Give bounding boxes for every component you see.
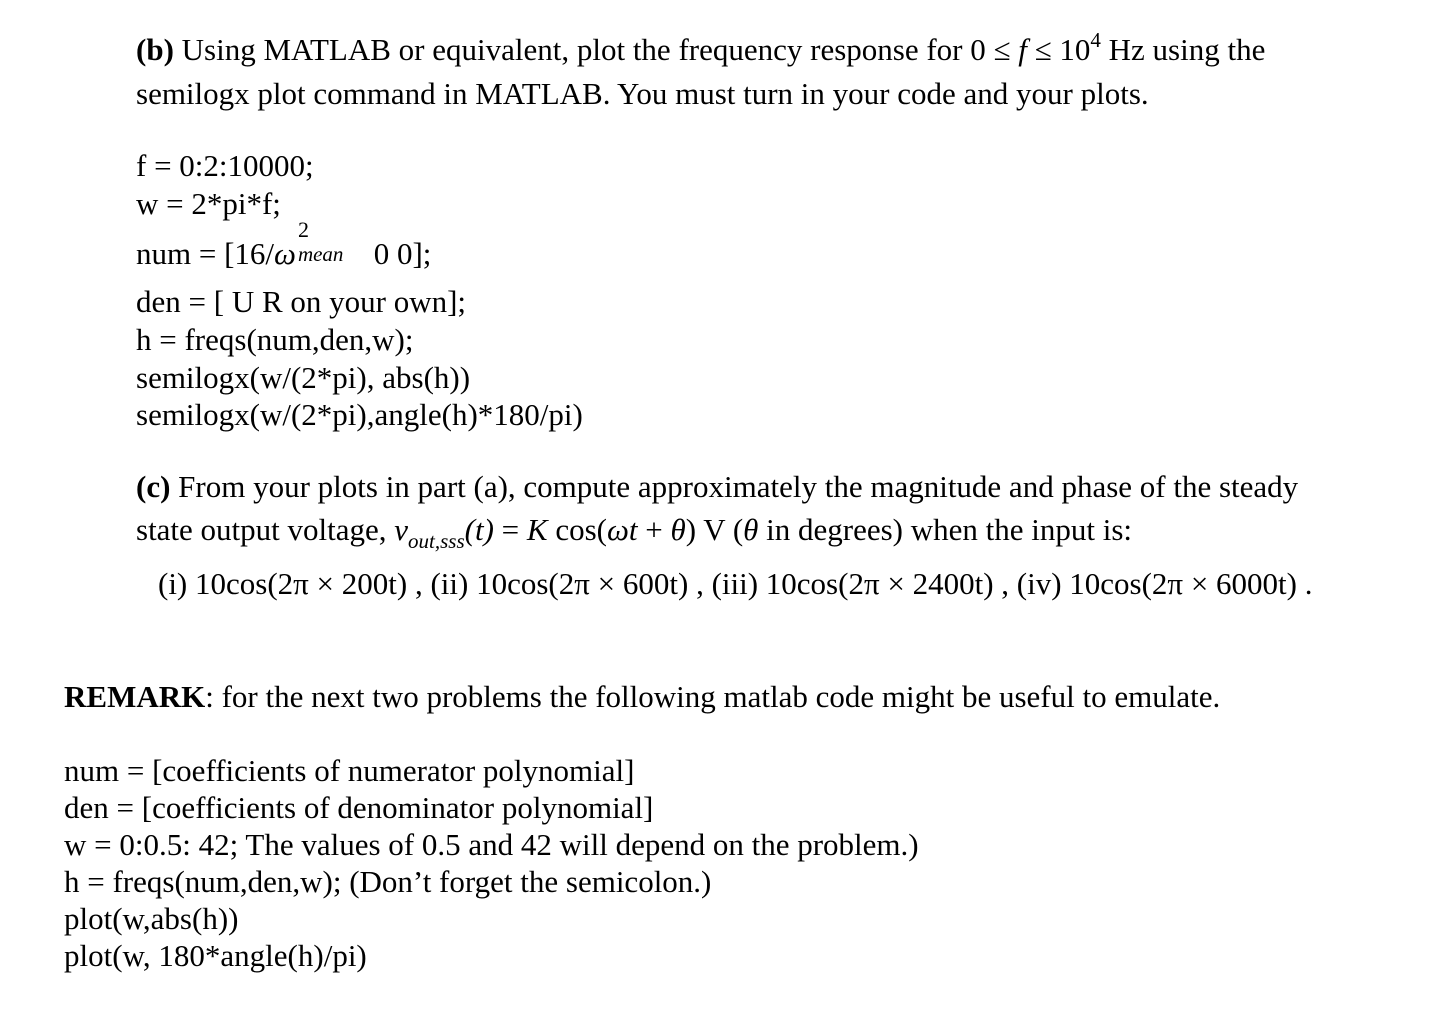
code-b-num-start: num = [16/ [136, 236, 275, 271]
part-c-theta-2: θ [743, 512, 759, 547]
part-c-t: (t) [464, 512, 494, 547]
part-c-line-1 [136, 471, 1298, 502]
part-c-k: K [526, 512, 548, 547]
code-b-omega-sub: mean [297, 242, 344, 266]
part-c-cos: cos( [547, 512, 607, 547]
part-c-text-end: in degrees) when the input is: [758, 512, 1133, 547]
part-b-text-end: Hz using the [1100, 32, 1266, 67]
part-c-omega-t: ωt [607, 512, 638, 547]
code-b-num-end: 0 0]; [365, 236, 432, 271]
code-b-line-3 [136, 217, 432, 271]
code-b-omega-scripts [296, 217, 366, 269]
part-c-plus: + [637, 512, 671, 547]
remark-label: REMARK [64, 679, 206, 714]
part-c-text: From your plots in part (a), compute approximately the magnitude and phase of the steady [170, 469, 1299, 504]
part-c-theta: θ [670, 512, 686, 547]
part-c-line-2 [136, 512, 1133, 553]
part-c-voltage-intro: state output voltage, [136, 512, 395, 547]
code-b-line-1: f = 0:2:10000; [136, 148, 314, 183]
part-b-line-1 [136, 28, 1266, 67]
code-b-line-5: h = freqs(num,den,w); [136, 322, 414, 357]
part-b-text-start: Using MATLAB or equivalent, plot the frequency response for 0 ≤ [173, 32, 1019, 67]
remark-code-line-2: den = [coefficients of denominator polynomial] [64, 790, 654, 825]
part-c-v: v [394, 512, 409, 547]
remark-code-line-3: w = 0:0.5: 42; The values of 0.5 and 42 will depend on the problem.) [64, 827, 919, 862]
code-b-line-2: w = 2*pi*f; [136, 186, 281, 221]
remark-text: : for the next two problems the following matlab code might be useful to emulate. [205, 679, 1221, 714]
code-b-line-6: semilogx(w/(2*pi), abs(h)) [136, 360, 471, 395]
part-c-line-3: (i) 10cos(2π × 200t) , (ii) 10cos(2π × 600t) , (iii) 10cos(2π × 2400t) , (iv) 10cos(2π × 6000t) . [158, 566, 1313, 601]
part-b-f-variable: f [1018, 32, 1027, 67]
remark-line [64, 681, 1220, 712]
code-b-line-4: den = [ U R on your own]; [136, 284, 467, 319]
part-b-label: (b) [136, 32, 174, 67]
code-b-line-7: semilogx(w/(2*pi),angle(h)*180/pi) [136, 397, 583, 432]
code-b-omega: ω [274, 236, 296, 271]
part-b-le-ten: ≤ 10 [1026, 32, 1091, 67]
part-b-line-2: semilogx plot command in MATLAB. You must turn in your code and your plots. [136, 76, 1149, 111]
remark-code-line-4: h = freqs(num,den,w); (Don’t forget the semicolon.) [64, 864, 712, 899]
remark-code-line-5: plot(w,abs(h)) [64, 901, 239, 936]
remark-code-line-1: num = [coefficients of numerator polynomial] [64, 753, 635, 788]
code-b-omega-sup: 2 [297, 217, 309, 242]
part-c-volts: ) V ( [685, 512, 744, 547]
part-c-v-subscript: out,sss [408, 529, 465, 553]
remark-code-line-6: plot(w, 180*angle(h)/pi) [64, 938, 367, 973]
part-b-exponent: 4 [1090, 28, 1101, 52]
part-c-label: (c) [136, 469, 171, 504]
part-c-equals: = [493, 512, 527, 547]
